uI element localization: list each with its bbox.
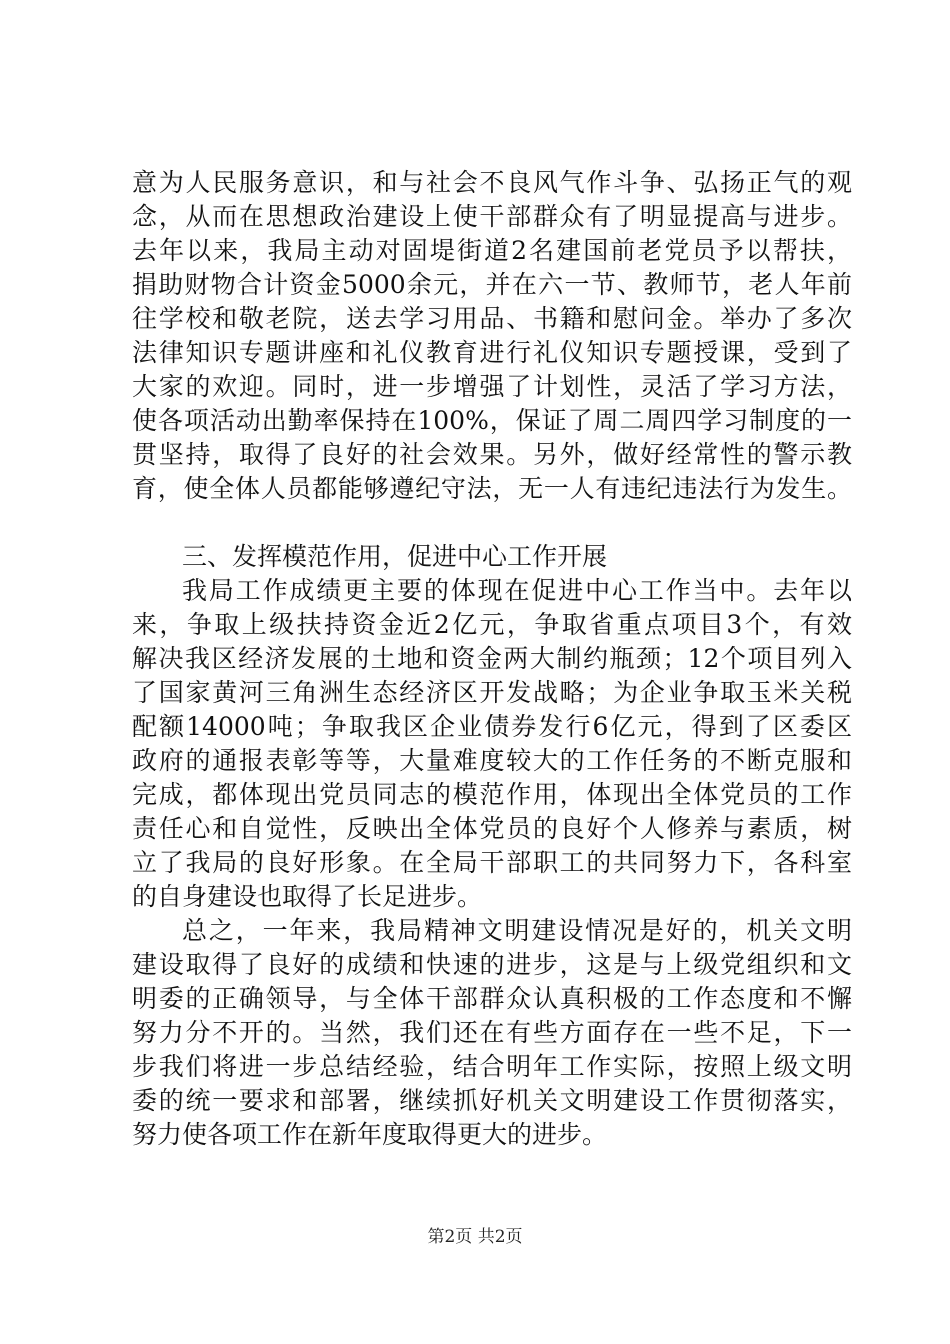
section-heading <box>132 540 852 574</box>
text-line: 使各项活动出勤率保持在100%，保证了周二周四学习制度的一 <box>132 406 852 435</box>
text-line: 捐助财物合计资金5000余元，并在六一节、教师节，老人年前 <box>132 270 852 299</box>
paragraph <box>132 166 852 506</box>
text-line: 完成，都体现出党员同志的模范作用，体现出全体党员的工作 <box>132 780 852 809</box>
text-line: 贯坚持，取得了良好的社会效果。另外，做好经常性的警示教 <box>132 440 852 469</box>
text-line: 立了我局的良好形象。在全局干部职工的共同努力下，各科室 <box>132 848 852 877</box>
section-heading-text: 三、发挥模范作用，促进中心工作开展 <box>182 542 608 571</box>
document-body <box>132 166 852 1152</box>
text-line: 政府的通报表彰等等，大量难度较大的工作任务的不断克服和 <box>132 746 852 775</box>
text-line: 努力分不开的。当然，我们还在有些方面存在一些不足，下一 <box>132 1018 852 1047</box>
text-line: 去年以来，我局主动对固堤街道2名建国前老党员予以帮扶， <box>132 236 852 265</box>
text-line: 了国家黄河三角洲生态经济区开发战略；为企业争取玉米关税 <box>132 678 852 707</box>
page-footer <box>0 1222 950 1247</box>
text-line: 意为人民服务意识，和与社会不良风气作斗争、弘扬正气的观 <box>132 168 852 197</box>
text-line: 解决我区经济发展的土地和资金两大制约瓶颈；12个项目列入 <box>132 644 852 673</box>
text-line: 委的统一要求和部署，继续抓好机关文明建设工作贯彻落实， <box>132 1086 852 1115</box>
text-line: 我局工作成绩更主要的体现在促进中心工作当中。去年以 <box>182 576 852 605</box>
paragraph <box>132 914 852 1152</box>
paragraph-gap <box>132 506 852 540</box>
text-line: 来，争取上级扶持资金近2亿元，争取省重点项目3个，有效 <box>132 610 852 639</box>
text-line: 责任心和自觉性，反映出全体党员的良好个人修养与素质，树 <box>132 814 852 843</box>
text-line: 的自身建设也取得了长足进步。 <box>132 882 483 911</box>
page-number: 第2页 共2页 <box>427 1227 523 1247</box>
text-line: 大家的欢迎。同时，进一步增强了计划性，灵活了学习方法， <box>132 372 852 401</box>
text-line: 念，从而在思想政治建设上使干部群众有了明显提高与进步。 <box>132 202 852 231</box>
text-line: 总之，一年来，我局精神文明建设情况是好的，机关文明 <box>182 916 852 945</box>
text-line: 努力使各项工作在新年度取得更大的进步。 <box>132 1120 608 1149</box>
text-line: 步我们将进一步总结经验，结合明年工作实际，按照上级文明 <box>132 1052 852 1081</box>
paragraph <box>132 574 852 914</box>
text-line: 建设取得了良好的成绩和快速的进步，这是与上级党组织和文 <box>132 950 852 979</box>
text-line: 明委的正确领导，与全体干部群众认真积极的工作态度和不懈 <box>132 984 852 1013</box>
text-line: 育，使全体人员都能够遵纪守法，无一人有违纪违法行为发生。 <box>132 474 852 503</box>
text-line: 往学校和敬老院，送去学习用品、书籍和慰问金。举办了多次 <box>132 304 852 333</box>
text-line: 法律知识专题讲座和礼仪教育进行礼仪知识专题授课，受到了 <box>132 338 852 367</box>
text-line: 配额14000吨；争取我区企业债券发行6亿元，得到了区委区 <box>132 712 852 741</box>
